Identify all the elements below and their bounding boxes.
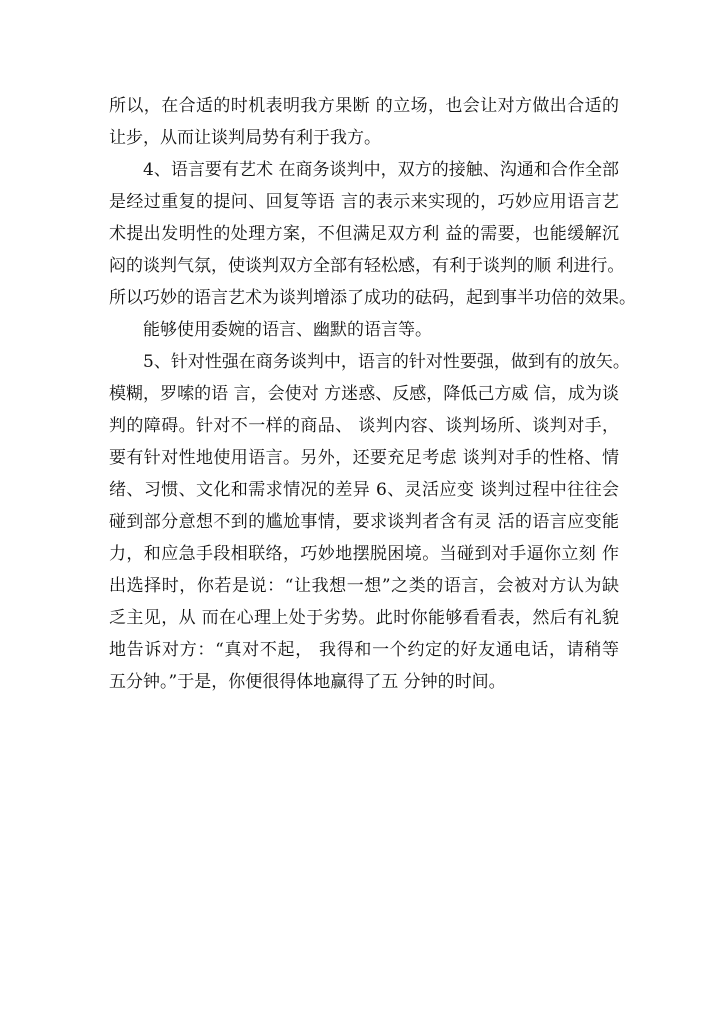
text-line: 地告诉对方：“真对不起， 我得和一个约定的好友通电话，请稍等 [109, 640, 619, 660]
text-line: 能够使用委婉的语言、幽默的语言等。 [143, 320, 432, 340]
text-line: 力，和应急手段相联络，巧妙地摆脱困境。当碰到对手逼你立刻 作 [109, 544, 619, 564]
text-line: 所以巧妙的语言艺术为谈判增添了成功的砝码，起到事半功倍的效果。 [109, 288, 636, 308]
text-line: 所以，在合适的时机表明我方果断 的立场，也会让对方做出合适的 [109, 96, 619, 116]
text-line: 闷的谈判气氛，使谈判双方全部有轻松感，有利于谈判的顺 利进行。 [109, 256, 625, 276]
text-line: 要有针对性地使用语言。另外，还要充足考虑 谈判对手的性格、情 [109, 448, 619, 468]
text-line: 五分钟。”于是，你便很得体地赢得了五 分钟的时间。 [109, 672, 506, 692]
text-line: 5、针对性强在商务谈判中，语言的针对性要强，做到有的放矢。 [143, 352, 630, 372]
text-line: 术提出发明性的处理方案，不但满足双方利 益的需要，也能缓解沉 [109, 224, 619, 244]
text-line: 绪、习惯、文化和需求情况的差异 6、灵活应变 谈判过程中往往会 [109, 480, 619, 500]
text-line: 4、语言要有艺术 在商务谈判中，双方的接触、沟通和合作全部 [143, 160, 619, 180]
text-line: 让步，从而让谈判局势有利于我方。 [109, 128, 381, 148]
text-line: 出选择时，你若是说：“让我想一想”之类的语言，会被对方认为缺 [109, 576, 619, 596]
text-line: 乏主见，从 而在心理上处于劣势。此时你能够看看表，然后有礼貌 [109, 608, 619, 628]
text-line: 是经过重复的提问、回复等语 言的表示来实现的，巧妙应用语言艺 [109, 192, 619, 212]
body-text [109, 90, 636, 698]
text-line: 碰到部分意想不到的尴尬事情，要求谈判者含有灵 活的语言应变能 [109, 512, 619, 532]
text-line: 判的障碍。针对不一样的商品、 谈判内容、谈判场所、谈判对手， [109, 416, 619, 436]
text-line: 模糊，罗嗦的语 言，会使对 方迷惑、反感，降低己方威 信，成为谈 [109, 384, 619, 404]
